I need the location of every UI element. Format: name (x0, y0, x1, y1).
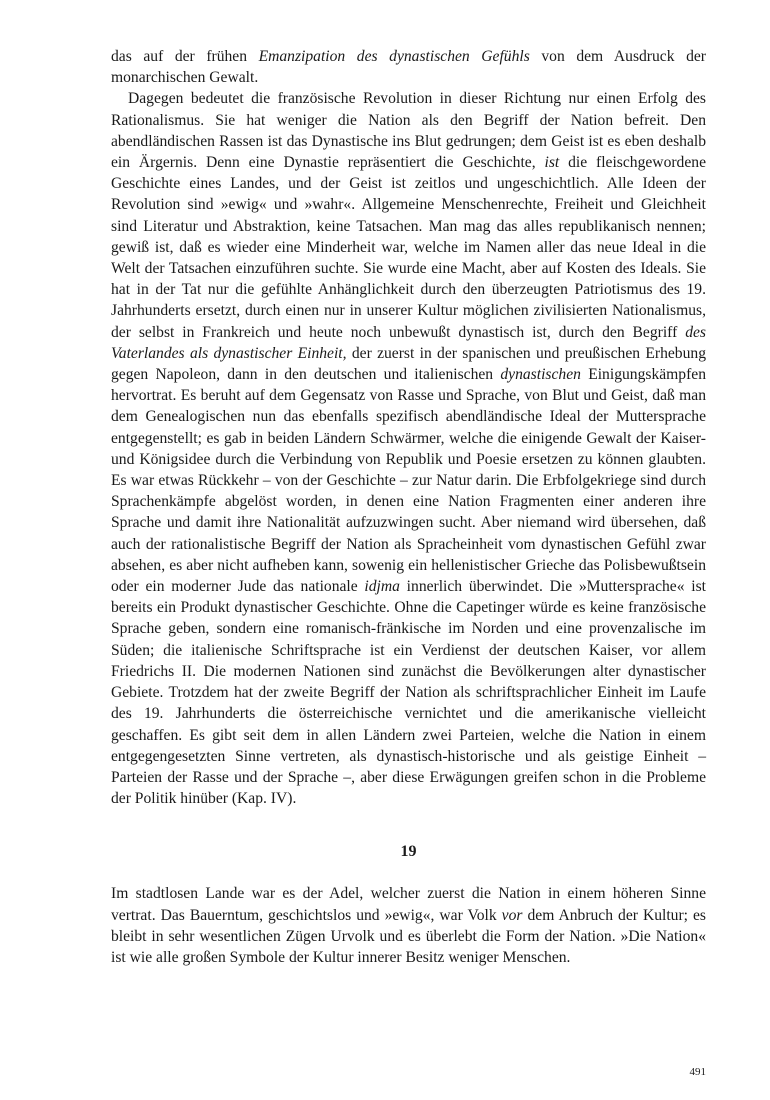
paragraph-revolution: Dagegen bedeutet die französische Revolution in dieser Richtung nur einen Erfolg des Rationalismus. Sie hat weniger die Nation als den Begriff der Nation befreit. Den abendländischen Rassen ist das Dynastische ins Blut gedrungen; dem Geist ist es eben deshalb ein Ärgernis. Denn eine Dynastie repräsentiert die Geschichte, ist die fleischgewordene Geschichte eines Landes, und der Geist ist zeitlos und ungeschichtlich. Alle Ideen der Revolution sind »ewig« und »wahr«. Allgemeine Menschenrechte, Freiheit und Gleichheit sind Literatur und Abstraktion, keine Tatsachen. Man mag das alles republikanisch nennen; gewiß ist, daß es wieder eine Minderheit war, welche im Namen aller das neue Ideal in die Welt der Tatsachen einzuführen suchte. Sie wurde eine Macht, aber auf Kosten des Ideals. Sie hat in der Tat nur die gefühlte Anhänglichkeit durch den überzeugten Patriotismus des 19. Jahrhunderts ersetzt, durch einen nur in unserer Kultur möglichen zivilisierten Nationalismus, der selbst in Frankreich und heute noch unbewußt dynastisch ist, durch den Begriff des Vaterlandes als dynastischer Einheit, der zuerst in der spanischen und preußischen Erhebung gegen Napoleon, dann in den deutschen und italienischen dynastischen Einigungskämpfen hervortrat. Es beruht auf dem Gegensatz von Rasse und Sprache, von Blut und Geist, daß man dem Genealogischen nun das ebenfalls spezifisch abendländische Ideal der Muttersprache entgegenstellt; es gab in beiden Ländern Schwärmer, welche die einigende Gewalt der Kaiser- und Königsidee durch die Verbindung von Republik und Poesie ersetzen zu können glaubten. Es war etwas Rückkehr – von der Geschichte – zur Natur darin. Die Erbfolgekriege sind durch Sprachenkämpfe abgelöst worden, in denen eine Nation Fragmenten einer anderen ihre Sprache und damit ihre Nationalität aufzuzwingen sucht. Aber niemand wird übersehen, daß auch der rationalistische Begriff der Nation als Spracheinheit vom dynastischen Gefühl zwar absehen, es aber nicht aufheben kann, sowenig ein hellenistischer Grieche das Polisbewußtsein oder ein moderner Jude das nationale idjma innerlich überwindet. Die »Muttersprache« ist bereits ein Produkt dynastischer Geschichte. Ohne die Capetinger würde es keine französische Sprache geben, sondern eine romanisch-fränkische im Norden und eine provenzalische im Süden; die italienische Schriftsprache ist ein Verdienst der deutschen Kaiser, vor allem Friedrichs II. Die modernen Nationen sind zunächst die Bevölkerungen alter dynastischer Gebiete. Trotzdem hat der zweite Begriff der Nation als schriftsprachlicher Einheit im Laufe des 19. Jahrhunderts die österreichische vernichtet und die amerikanische vielleicht geschaffen. Es gibt seit dem in allen Ländern zwei Parteien, welche die Nation in einem entgegengesetzten Sinne vertreten, als dynastisch-historische und als geistige Einheit – Parteien der Rasse und der Sprache –, aber diese Erwägungen greifen schon in die Probleme der Politik hinüber (Kap. IV). (111, 90, 706, 808)
paragraph-continuation: das auf der frühen Emanzipation des dynastischen Gefühls von dem Ausdruck der monarchischen Gewalt. (111, 48, 706, 87)
italic-emphasis: ist (544, 154, 560, 172)
section-number: 19 (400, 843, 417, 861)
paragraph-section-19: Im stadtlosen Lande war es der Adel, welcher zuerst die Nation in einem höheren Sinne vertrat. Das Bauerntum, geschichtslos und »ewig«, war Volk vor dem Anbruch der Kultur; es bleibt in sehr wesentlichen Zügen Urvolk und es überlebt die Form der Nation. »Die Nation« ist wie alle großen Symbole der Kultur innerer Besitz weniger Menschen. (111, 885, 706, 966)
italic-emphasis: idjma (364, 578, 400, 596)
italic-emphasis: des Vaterlandes als dynastischer Einheit, (111, 323, 706, 362)
italic-emphasis: Emanzipation des dynastischen Gefühls (258, 48, 530, 65)
page-text-block (111, 46, 706, 968)
italic-emphasis: vor (501, 906, 523, 924)
page-number: 491 (689, 1066, 706, 1078)
italic-emphasis: dynastischen (500, 366, 581, 384)
